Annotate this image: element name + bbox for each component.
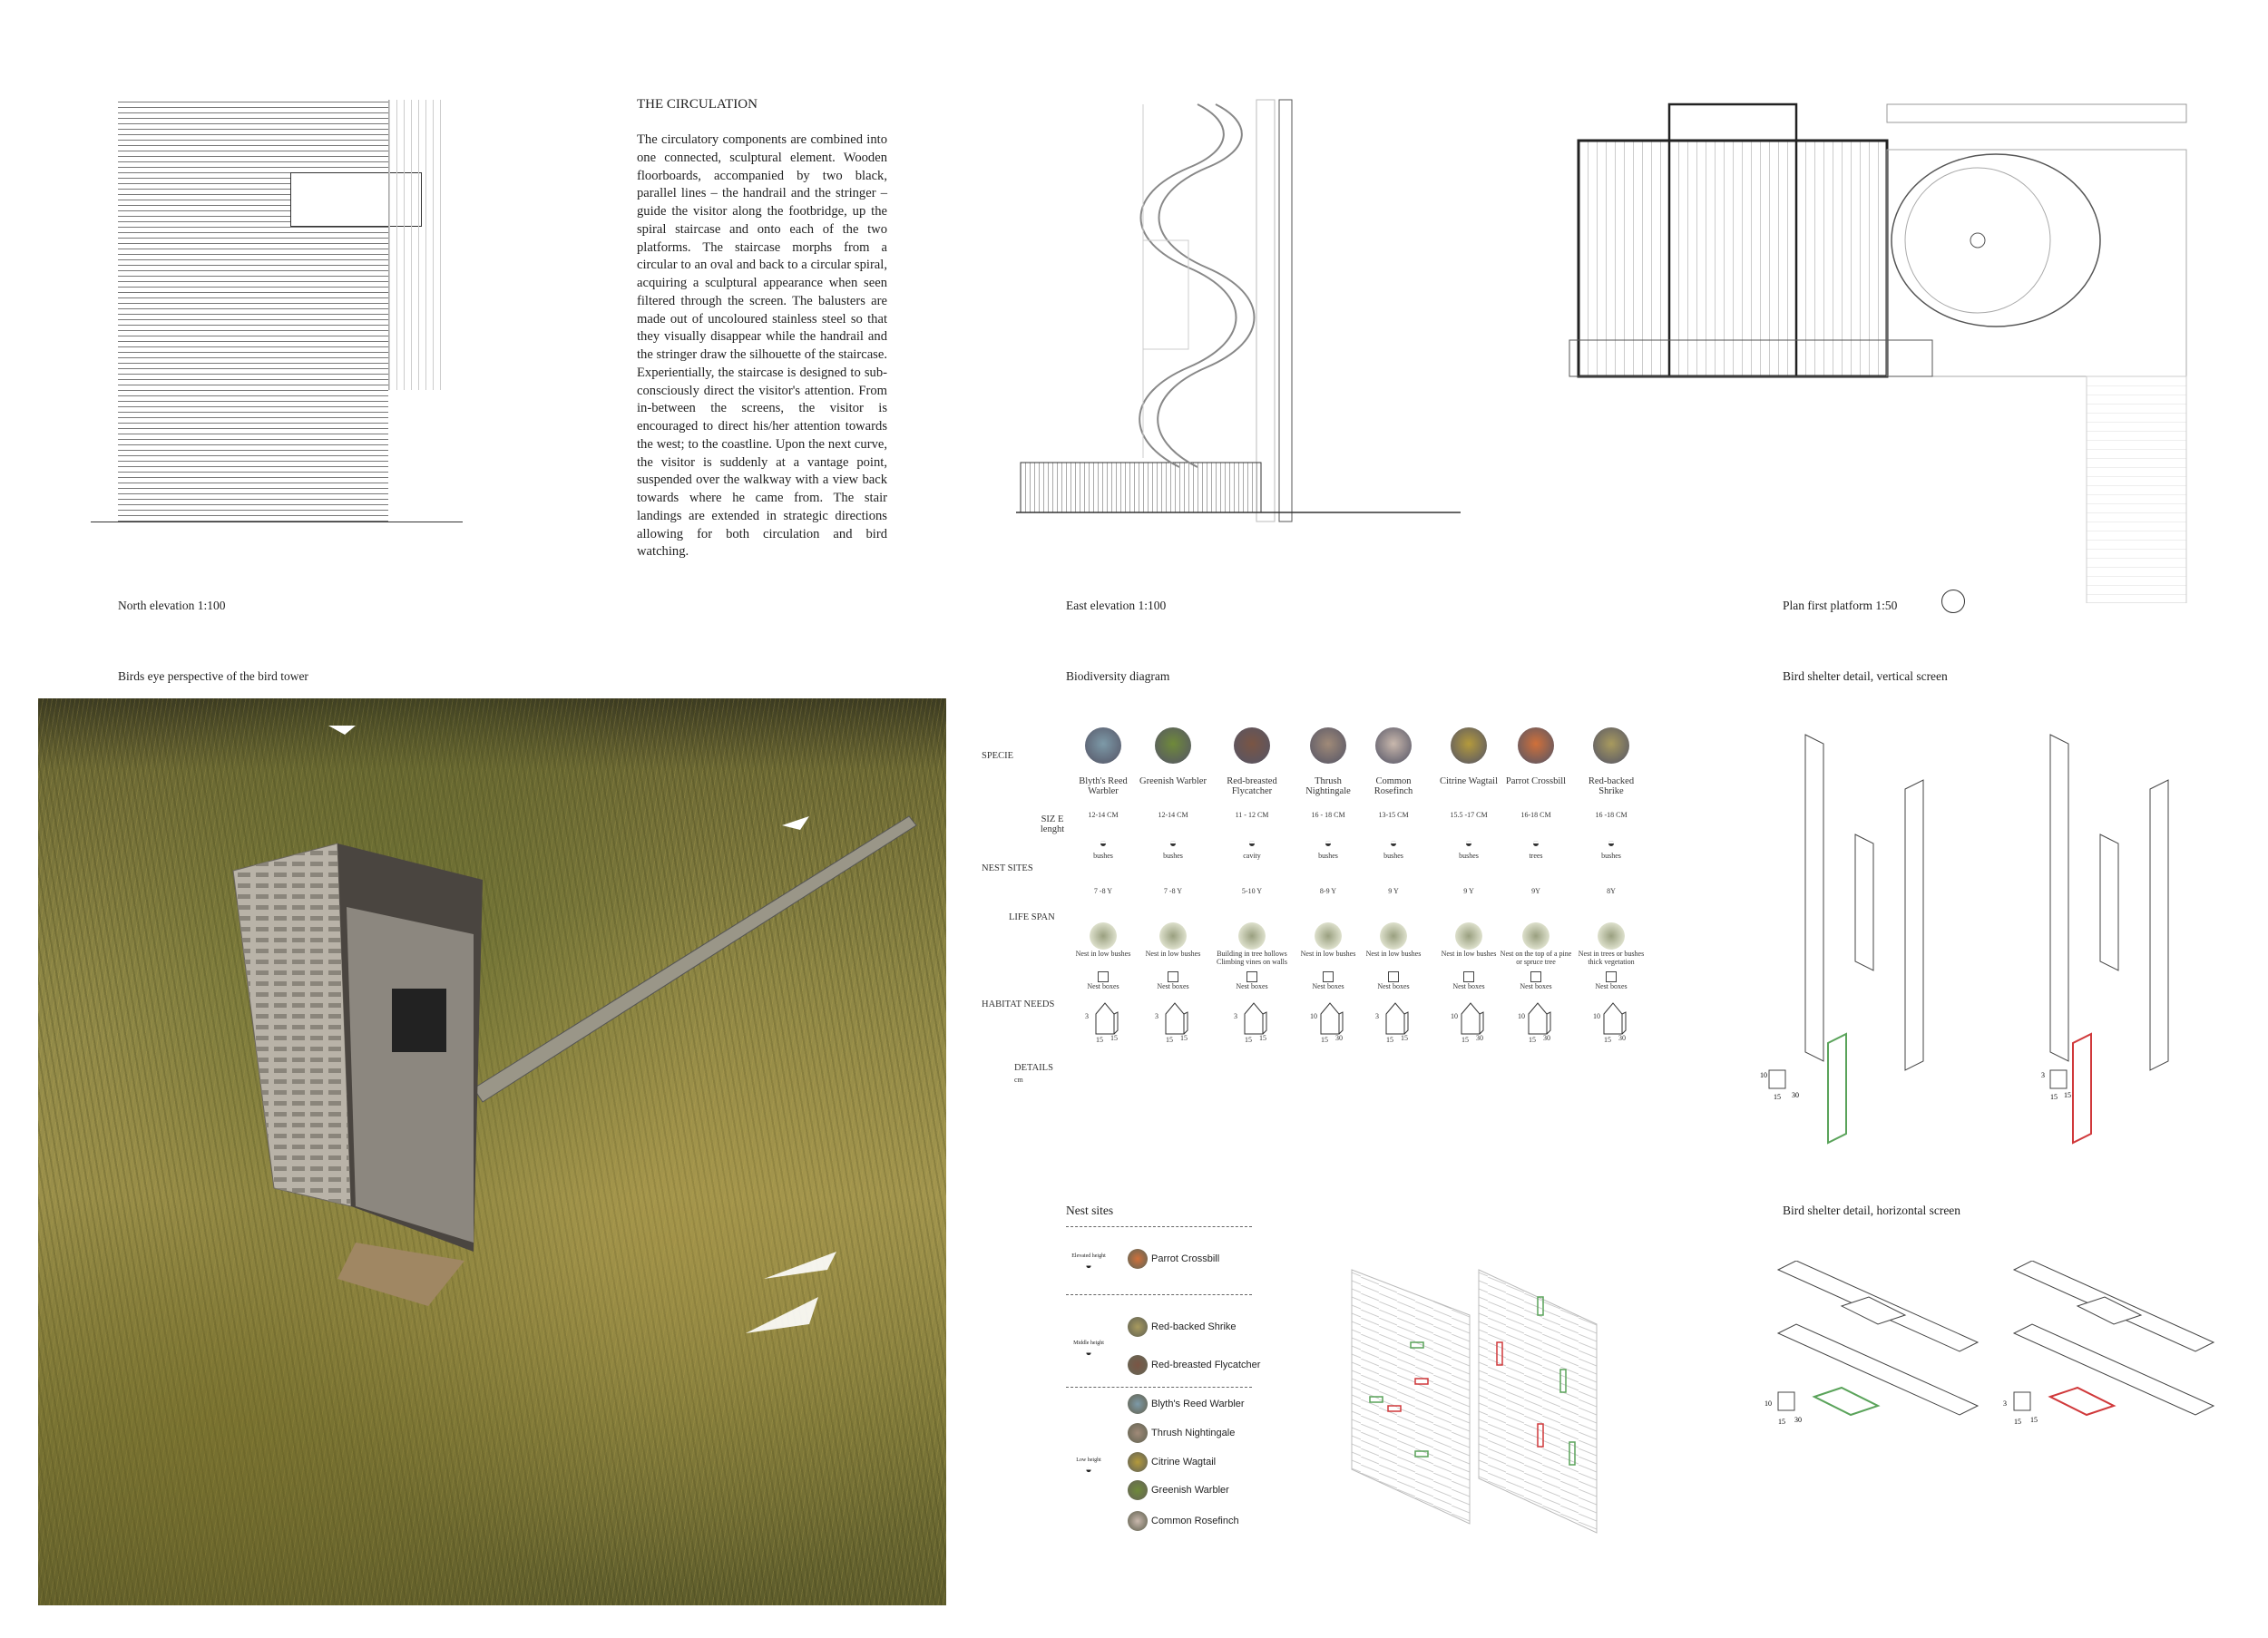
- species-column: [1575, 727, 1647, 1044]
- east-elevation-drawing: [1016, 95, 1470, 526]
- species-nest-site: cavity: [1243, 852, 1261, 860]
- nest-site-list-item: Thrush Nightingale: [1128, 1423, 1235, 1443]
- species-nest-box: Nest boxes: [1236, 982, 1268, 990]
- species-nest-site: trees: [1529, 852, 1543, 860]
- birds-eye-perspective-render: [38, 698, 946, 1605]
- nest-height-label: Middle height ◒: [1073, 1341, 1104, 1359]
- vertical-dim-0-b: 30: [1792, 1091, 1799, 1099]
- bird-avatar: [1128, 1249, 1148, 1269]
- bush-icon: [1090, 922, 1117, 950]
- bird-photo: [1310, 727, 1346, 764]
- horizontal-dim-0-h: 10: [1765, 1399, 1772, 1408]
- species-life-span: 7 -8 Y: [1163, 887, 1183, 895]
- birdhouse-detail-icon: 3 15 15: [1155, 1001, 1191, 1038]
- species-life-span: 5-10 Y: [1241, 887, 1263, 895]
- species-column: [1216, 727, 1288, 1044]
- row-label-specie: SPECIE: [982, 751, 1014, 761]
- species-nest-site: bushes: [1601, 852, 1621, 860]
- species-nest-site: bushes: [1318, 852, 1338, 860]
- row-label-details: DETAILS: [1014, 1063, 1053, 1073]
- species-column: [1137, 727, 1209, 1044]
- caption-vertical-screen: Bird shelter detail, vertical screen: [1783, 669, 1948, 683]
- species-nest-site: bushes: [1093, 852, 1113, 860]
- bird-photo: [1085, 727, 1121, 764]
- bush-icon: [1522, 922, 1549, 950]
- species-habitat: Nest in low bushes: [1075, 950, 1131, 958]
- nest-site-list-item: Greenish Warbler: [1128, 1480, 1229, 1500]
- vertical-dim-1-h: 3: [2041, 1071, 2045, 1079]
- bush-icon: [1315, 922, 1342, 950]
- bush-icon: [1238, 922, 1266, 950]
- horizontal-dim-1-h: 3: [2003, 1399, 2007, 1408]
- nest-box-icon: [1530, 971, 1541, 982]
- species-habitat: Nest on the top of a pine or spruce tree: [1500, 950, 1572, 966]
- nest-box-icon: [1246, 971, 1257, 982]
- bush-icon: [1159, 922, 1187, 950]
- species-life-span: 9 Y: [1463, 887, 1474, 895]
- species-size: 16 - 18 CM: [1311, 811, 1345, 819]
- nest-site-list-item: Red-backed Shrike: [1128, 1317, 1237, 1337]
- bush-icon: [1455, 922, 1482, 950]
- species-size: 13-15 CM: [1378, 811, 1409, 819]
- vertical-dim-1-a: 15: [2050, 1093, 2058, 1101]
- birdhouse-detail-icon: 3 15 15: [1375, 1001, 1412, 1038]
- species-life-span: 8Y: [1607, 887, 1616, 895]
- horizontal-dim-0-b: 30: [1794, 1416, 1802, 1424]
- bird-photo: [1451, 727, 1487, 764]
- nest-site-list-item: Blyth's Reed Warbler: [1128, 1394, 1245, 1414]
- species-nest-box: Nest boxes: [1595, 982, 1628, 990]
- species-nest-site: bushes: [1163, 852, 1183, 860]
- bird-photo: [1375, 727, 1412, 764]
- row-label-life-span: LIFE SPAN: [1009, 912, 1055, 922]
- horizontal-dim-1-a: 15: [2014, 1418, 2021, 1426]
- nest-icon: ◒: [1389, 837, 1398, 851]
- row-label-size: SIZ E lenght: [1040, 814, 1065, 834]
- species-nest-box: Nest boxes: [1087, 982, 1119, 990]
- species-nest-site: bushes: [1459, 852, 1479, 860]
- species-habitat: Nest in low bushes: [1300, 950, 1356, 958]
- species-size: 15.5 -17 CM: [1450, 811, 1488, 819]
- circulation-text: The circulatory components are combined into one connected, sculptural element. Wooden floorboards, accompanied by two black, parallel lines – the handrail and the stringer – guide the visitor along the footbridge, up the spiral staircase and onto each of the two platforms. The staircase morphs from a circular to an oval and back to a circular spiral, acquiring a sculptural appearance when seen filtered through the screen. The balusters are made out of uncoloured stainless steel so that they visually disappear while the handrail and the stringer draw the silhouette of the staircase. Experientially, the staircase is designed to sub-consciously direct the visitor's attention. From in-between the screens, the visitor is encouraged to direct his/her attention towards the west; to the coastline. Upon the next curve, the visitor is suddenly at a vantage point, suspended over the walkway with a view back towards where he came from. The stair landings are extended in strategic directions allowing for both circulation and bird watching.: [637, 132, 887, 560]
- horizontal-dim-1-b: 15: [2030, 1416, 2038, 1424]
- species-name: Blyth's Reed Warbler: [1079, 776, 1128, 796]
- species-nest-box: Nest boxes: [1157, 982, 1189, 990]
- vertical-dim-1-b: 15: [2064, 1091, 2071, 1099]
- species-name: Thrush Nightingale: [1305, 776, 1351, 796]
- bush-icon: [1380, 922, 1407, 950]
- species-nest-box: Nest boxes: [1312, 982, 1344, 990]
- nest-box-icon: [1463, 971, 1474, 982]
- north-elevation-drawing: [118, 100, 388, 522]
- species-life-span: 9 Y: [1388, 887, 1399, 895]
- nest-site-list-item: Red-breasted Flycatcher: [1128, 1355, 1260, 1375]
- species-nest-box: Nest boxes: [1452, 982, 1485, 990]
- nest-box-icon: [1098, 971, 1109, 982]
- vertical-screen-shelter-detail: [1751, 726, 2223, 1152]
- nest-icon: ◒: [1607, 837, 1616, 851]
- species-name: Greenish Warbler: [1139, 776, 1207, 786]
- caption-nest-sites: Nest sites: [1066, 1204, 1114, 1217]
- bird-avatar: [1128, 1452, 1148, 1472]
- nest-box-icon: [1168, 971, 1178, 982]
- nest-icon: ◒: [1324, 837, 1333, 851]
- birdhouse-detail-icon: 10 15 30: [1451, 1001, 1487, 1038]
- species-nest-box: Nest boxes: [1520, 982, 1552, 990]
- species-name: Common Rosefinch: [1374, 776, 1413, 796]
- species-nest-site: bushes: [1383, 852, 1403, 860]
- species-name: Red-backed Shrike: [1588, 776, 1635, 796]
- species-size: 16-18 CM: [1520, 811, 1551, 819]
- species-life-span: 7 -8 Y: [1093, 887, 1113, 895]
- bird-photo: [1155, 727, 1191, 764]
- plan-first-platform-drawing: [1542, 95, 2214, 603]
- nest-site-list-item: Common Rosefinch: [1128, 1511, 1239, 1531]
- bird-avatar: [1128, 1511, 1148, 1531]
- nest-height-label: Elevated height ◒: [1071, 1253, 1106, 1272]
- north-arrow-icon: [1941, 590, 1965, 613]
- bird-avatar: [1128, 1394, 1148, 1414]
- species-life-span: 9Y: [1531, 887, 1540, 895]
- caption-plan: Plan first platform 1:50: [1783, 599, 1898, 612]
- species-name: Parrot Crossbill: [1505, 776, 1567, 786]
- north-elevation-side: [388, 100, 443, 390]
- birdhouse-detail-icon: 3 15 15: [1234, 1001, 1270, 1038]
- nest-site-list-item: Parrot Crossbill: [1128, 1249, 1219, 1269]
- circulation-title: THE CIRCULATION: [637, 97, 758, 112]
- species-life-span: 8-9 Y: [1319, 887, 1337, 895]
- birdhouse-detail-icon: 10 15 30: [1593, 1001, 1629, 1038]
- bird-avatar: [1128, 1317, 1148, 1337]
- nest-icon: ◒: [1168, 837, 1178, 851]
- species-column: [1357, 727, 1430, 1044]
- row-label-habitat-needs: HABITAT NEEDS: [982, 999, 1055, 1009]
- bush-icon: [1598, 922, 1625, 950]
- screen-panels-isometric: [1343, 1261, 1615, 1542]
- nest-icon: ◒: [1247, 837, 1256, 851]
- species-habitat: Nest in low bushes: [1365, 950, 1422, 958]
- nest-icon: ◒: [1099, 837, 1108, 851]
- birdhouse-detail-icon: 10 15 30: [1310, 1001, 1346, 1038]
- species-habitat: Building in tree hollows Climbing vines on walls: [1217, 950, 1287, 966]
- species-nest-box: Nest boxes: [1377, 982, 1410, 990]
- birdhouse-detail-icon: 10 15 30: [1518, 1001, 1554, 1038]
- bird-photo: [1593, 727, 1629, 764]
- species-name: Citrine Wagtail: [1440, 776, 1498, 786]
- species-column: [1432, 727, 1505, 1044]
- species-habitat: Nest in low bushes: [1441, 950, 1497, 958]
- species-name: Red-breasted Flycatcher: [1227, 776, 1277, 796]
- caption-east-elevation: East elevation 1:100: [1066, 599, 1167, 612]
- row-label-details-unit: cm: [1014, 1076, 1023, 1084]
- species-habitat: Nest in trees or bushes thick vegetation: [1578, 950, 1645, 966]
- nest-box-icon: [1606, 971, 1617, 982]
- vertical-dim-0-h: 10: [1760, 1071, 1767, 1079]
- nest-box-icon: [1388, 971, 1399, 982]
- species-size: 16 -18 CM: [1595, 811, 1628, 819]
- horizontal-dim-0-a: 15: [1778, 1418, 1785, 1426]
- row-label-nest-sites: NEST SITES: [982, 863, 1033, 873]
- species-size: 12-14 CM: [1088, 811, 1119, 819]
- nest-box-icon: [1323, 971, 1334, 982]
- nest-icon: ◒: [1464, 837, 1473, 851]
- bird-photo: [1518, 727, 1554, 764]
- birdhouse-detail-icon: 3 15 15: [1085, 1001, 1121, 1038]
- nest-height-label: Low height ◒: [1076, 1457, 1101, 1476]
- bird-avatar: [1128, 1480, 1148, 1500]
- nest-icon: ◒: [1531, 837, 1540, 851]
- species-size: 11 - 12 CM: [1235, 811, 1269, 819]
- bird-avatar: [1128, 1355, 1148, 1375]
- bird-avatar: [1128, 1423, 1148, 1443]
- vertical-dim-0-a: 15: [1774, 1093, 1781, 1101]
- species-size: 12-14 CM: [1158, 811, 1188, 819]
- caption-biodiversity: Biodiversity diagram: [1066, 669, 1170, 683]
- bird-photo: [1234, 727, 1270, 764]
- caption-north-elevation: North elevation 1:100: [118, 599, 226, 612]
- horizontal-screen-shelter-detail: [1751, 1261, 2241, 1478]
- nest-site-list-item: Citrine Wagtail: [1128, 1452, 1216, 1472]
- species-habitat: Nest in low bushes: [1145, 950, 1201, 958]
- species-column: [1067, 727, 1139, 1044]
- caption-horizontal-screen: Bird shelter detail, horizontal screen: [1783, 1204, 1961, 1217]
- species-column: [1500, 727, 1572, 1044]
- caption-perspective: Birds eye perspective of the bird tower: [118, 669, 308, 683]
- species-column: [1292, 727, 1364, 1044]
